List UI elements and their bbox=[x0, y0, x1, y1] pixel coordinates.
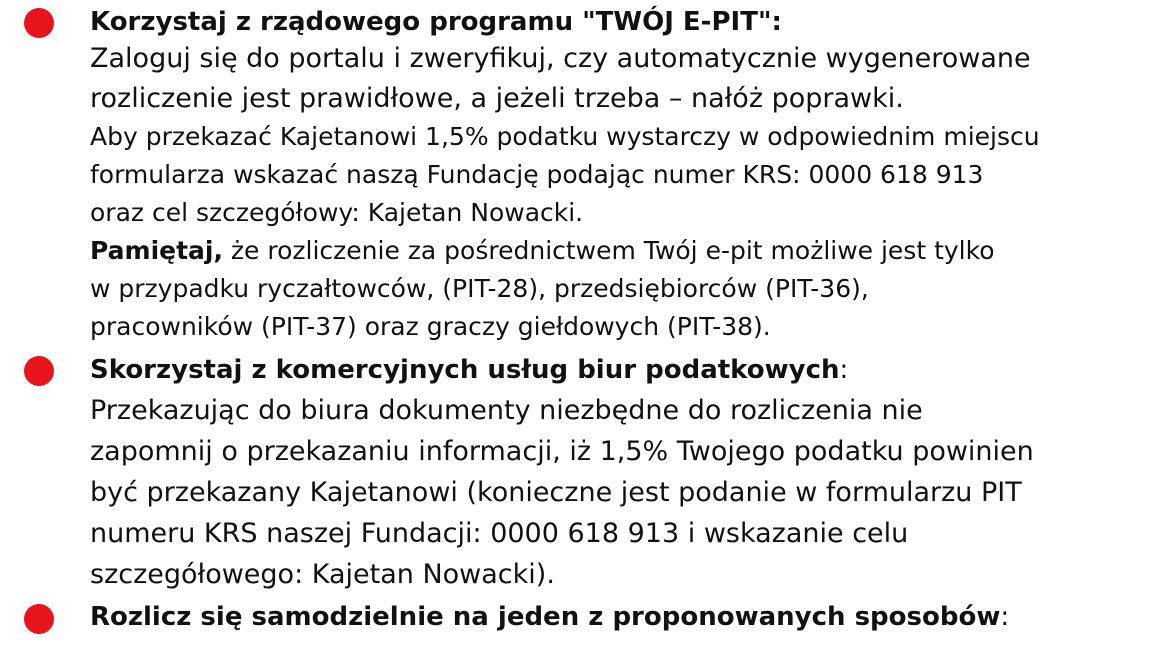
item-2-line-3: być przekazany Kajetanowi (konieczne jest podanie w formularzu PIT bbox=[90, 477, 1022, 508]
item-2-line-4: numeru KRS naszej Fundacji: 0000 618 913 i wskazanie celu bbox=[90, 518, 909, 549]
bullet-icon bbox=[24, 356, 54, 386]
bullet-icon bbox=[24, 8, 54, 38]
item-1-line-4: formularza wskazać naszą Fundację podając numer KRS: 0000 618 913 bbox=[90, 160, 984, 189]
item-1-line-5: oraz cel szczegółowy: Kajetan Nowacki. bbox=[90, 198, 584, 227]
item-1-line-2: rozliczenie jest prawidłowe, a jeżeli trzeba – nałóż poprawki. bbox=[90, 83, 904, 114]
item-2-line-1: Przekazując do biura dokumenty niezbędne do rozliczenia nie bbox=[90, 395, 923, 426]
item-2-heading-colon: : bbox=[839, 355, 849, 385]
remember-text: że rozliczenie za pośrednictwem Twój e-pit możliwe jest tylko bbox=[222, 236, 995, 265]
item-3-heading bbox=[90, 604, 1009, 630]
remember-label: Pamiętaj, bbox=[90, 236, 223, 265]
item-1-line-3: Aby przekazać Kajetanowi 1,5% podatku wystarczy w odpowiednim miejscu bbox=[90, 122, 1040, 151]
item-2-line-5: szczegółowego: Kajetan Nowacki). bbox=[90, 559, 555, 590]
item-2-line-2: zapomnij o przekazaniu informacji, iż 1,5% Twojego podatku powinien bbox=[90, 436, 1034, 467]
item-3-heading-colon: : bbox=[1000, 602, 1010, 632]
item-1-remember-line-2: w przypadku ryczałtowców, (PIT-28), przedsiębiorców (PIT-36), bbox=[90, 274, 869, 303]
item-2-heading bbox=[90, 357, 848, 383]
item-1-remember-line bbox=[90, 238, 995, 263]
item-3-heading-text: Rozlicz się samodzielnie na jeden z proponowanych sposobów bbox=[90, 602, 1001, 632]
item-2-heading-text: Skorzystaj z komercyjnych usług biur podatkowych bbox=[90, 355, 840, 385]
item-1-line-1: Zaloguj się do portalu i zweryfikuj, czy automatycznie wygenerowane bbox=[90, 43, 1031, 74]
bullet-icon bbox=[24, 604, 54, 634]
item-1-remember-line-3: pracowników (PIT-37) oraz graczy giełdowych (PIT-38). bbox=[90, 312, 771, 341]
item-1-heading: Korzystaj z rządowego programu "TWÓJ E-PIT": bbox=[90, 7, 782, 37]
